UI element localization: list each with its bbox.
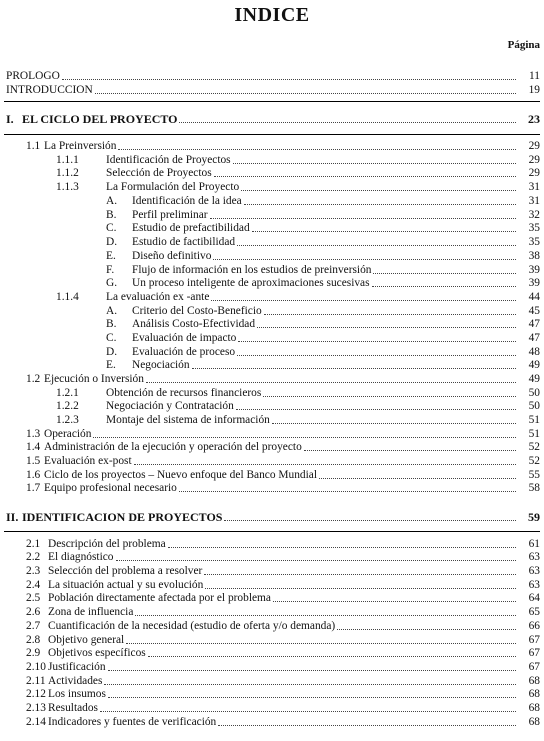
toc-entry-page: 49 <box>528 359 540 371</box>
toc-entry-title: Negociación <box>132 359 190 371</box>
dot-leader <box>179 482 516 492</box>
toc-entry <box>6 84 540 97</box>
toc-entry <box>6 113 540 126</box>
toc-entry <box>26 647 540 660</box>
toc-entry <box>106 277 540 290</box>
toc-entry-page: 45 <box>528 305 540 317</box>
toc-entry <box>106 305 540 318</box>
toc-entry-number: 2.9 <box>26 647 41 659</box>
toc-entry-number: 1.1.2 <box>56 167 79 179</box>
toc-entry-page: 50 <box>528 400 540 412</box>
toc-entry <box>106 264 540 277</box>
toc-entry-title: Los insumos <box>48 688 106 700</box>
toc-entry-number: 2.6 <box>26 606 41 618</box>
dot-leader <box>264 305 516 315</box>
toc-entry <box>106 332 540 345</box>
toc-entry-page: 51 <box>528 414 540 426</box>
dot-leader <box>204 565 516 575</box>
toc-entry-number: 1.5 <box>26 455 41 467</box>
toc-entry-page: 67 <box>528 661 540 673</box>
dot-leader <box>134 455 516 465</box>
toc-entry-page: 65 <box>528 606 540 618</box>
toc-entry-number: 2.12 <box>26 688 46 700</box>
toc-entry-title: La Formulación del Proyecto <box>106 181 240 193</box>
toc-entry <box>26 565 540 578</box>
toc-entry-page: 29 <box>528 154 540 166</box>
toc-entry-number: 1.4 <box>26 441 41 453</box>
toc-entry-number: 1.7 <box>26 482 41 494</box>
toc-entry-title: Un proceso inteligente de aproximaciones sucesivas <box>132 277 370 289</box>
dot-leader <box>372 277 516 287</box>
toc-entry-title: Identificación de la idea <box>132 195 242 207</box>
toc-entry <box>106 195 540 208</box>
toc-entry-page: 47 <box>528 332 540 344</box>
toc-entry-page: 52 <box>528 441 540 453</box>
toc-entry-title: Equipo profesional necesario <box>44 482 177 494</box>
dot-leader <box>126 634 516 644</box>
toc-entry-page: 11 <box>529 70 540 82</box>
toc-entry-number: D. <box>106 346 118 358</box>
toc-entry-number: I. <box>6 112 14 126</box>
toc-entry-number: 2.3 <box>26 565 41 577</box>
toc-entry-page: 23 <box>528 112 540 126</box>
toc-entry-page: 63 <box>528 551 540 563</box>
toc-entry-page: 58 <box>528 482 540 494</box>
toc-entry-page: 67 <box>528 634 540 646</box>
toc-entry-number: A. <box>106 305 118 317</box>
toc-entry-number: 1.1 <box>26 140 41 152</box>
dot-leader <box>95 84 516 94</box>
toc-entry <box>106 236 540 249</box>
toc-entry-title: La evaluación ex -ante <box>106 291 210 303</box>
toc-entry-title: Selección del problema a resolver <box>48 565 203 577</box>
toc-entry <box>26 140 540 153</box>
toc-entry-title: Descripción del problema <box>48 538 166 550</box>
toc-entry <box>26 716 540 729</box>
dot-leader <box>211 291 516 301</box>
toc-entry <box>26 551 540 564</box>
toc-entry-title: Montaje del sistema de información <box>106 414 270 426</box>
toc-entry <box>26 428 540 441</box>
toc-entry-title: Identificación de Proyectos <box>106 154 231 166</box>
toc-entry <box>26 634 540 647</box>
toc-entry-number: 1.2 <box>26 373 41 385</box>
toc-entry-title: Negociación y Contratación <box>106 400 234 412</box>
dot-leader <box>179 113 516 123</box>
dot-leader <box>100 702 516 712</box>
toc-entry-title: Estudio de factibilidad <box>132 236 236 248</box>
toc-entry-page: 29 <box>528 167 540 179</box>
toc-entry <box>6 511 540 524</box>
toc-entry-number: A. <box>106 195 118 207</box>
toc-entry-number: 1.2.2 <box>56 400 79 412</box>
dot-leader <box>224 511 516 521</box>
toc-entry-page: 59 <box>528 510 540 524</box>
toc-entry <box>56 154 540 167</box>
dot-leader <box>244 195 516 205</box>
toc-entry-title: Población directamente afectada por el problema <box>48 592 271 604</box>
toc-entry <box>56 400 540 413</box>
dot-leader <box>146 373 516 383</box>
toc-entry <box>106 209 540 222</box>
toc-entry <box>26 469 540 482</box>
dot-leader <box>218 716 516 726</box>
dot-leader <box>237 346 516 356</box>
dot-leader <box>241 181 516 191</box>
toc-entry-number: 2.1 <box>26 538 41 550</box>
dot-leader <box>272 414 516 424</box>
toc-entry-title: Perfil preliminar <box>132 209 208 221</box>
toc-entry <box>56 181 540 194</box>
dot-leader <box>108 688 516 698</box>
toc-entry-title: Criterio del Costo-Beneficio <box>132 305 262 317</box>
toc-entry-number: F. <box>106 264 115 276</box>
toc-entry <box>26 592 540 605</box>
toc-entry-page: 61 <box>528 538 540 550</box>
toc-entry-page: 67 <box>528 647 540 659</box>
toc-entry <box>106 359 540 372</box>
toc-entry-number: C. <box>106 332 117 344</box>
toc-entry-number: B. <box>106 318 117 330</box>
dot-leader <box>213 250 516 260</box>
dot-leader <box>263 387 516 397</box>
toc-entry-page: 39 <box>528 264 540 276</box>
toc-entry <box>26 373 540 386</box>
dot-leader <box>233 154 516 164</box>
toc-entry-number: 2.7 <box>26 620 41 632</box>
dot-leader <box>118 140 516 150</box>
toc-entry-title: Actividades <box>48 675 103 687</box>
toc-entry-page: 47 <box>528 318 540 330</box>
toc-entry-number: 1.2.1 <box>56 387 79 399</box>
divider <box>4 134 540 135</box>
toc-entry-title: Evaluación ex-post <box>44 455 132 467</box>
toc-entry <box>26 455 540 468</box>
toc-entry-title: Cuantificación de la necesidad (estudio de oferta y/o demanda) <box>48 620 336 632</box>
toc-entry <box>106 346 540 359</box>
toc-entry-title: Objetivo general <box>48 634 125 646</box>
dot-leader <box>236 400 516 410</box>
dot-leader <box>373 264 516 274</box>
toc-entry-page: 39 <box>528 277 540 289</box>
toc-entry <box>56 291 540 304</box>
toc-entry-page: 31 <box>528 181 540 193</box>
dot-leader <box>93 428 516 438</box>
toc-entry-title: Indicadores y fuentes de verificación <box>48 716 217 728</box>
toc-entry-number: 1.2.3 <box>56 414 79 426</box>
toc-entry-number: 1.6 <box>26 469 41 481</box>
toc-entry <box>26 441 540 454</box>
toc-entry-number: 2.14 <box>26 716 46 728</box>
toc-entry-number: 1.1.3 <box>56 181 79 193</box>
toc-entry <box>26 661 540 674</box>
toc-entry-number: 2.11 <box>26 675 46 687</box>
toc-entry-page: 68 <box>528 716 540 728</box>
toc-entry-page: 48 <box>528 346 540 358</box>
toc-entry-page: 52 <box>528 455 540 467</box>
toc-entry-title: Ciclo de los proyectos – Nuevo enfoque del Banco Mundial <box>44 469 317 481</box>
dot-leader <box>257 318 516 328</box>
toc-entry-number: G. <box>106 277 118 289</box>
toc-entry <box>26 579 540 592</box>
toc-entry-number: 1.3 <box>26 428 41 440</box>
toc-entry <box>26 675 540 688</box>
toc-entry-page: 32 <box>528 209 540 221</box>
toc-entry <box>6 70 540 83</box>
toc-entry-title: Resultados <box>48 702 98 714</box>
toc-entry-number: 2.13 <box>26 702 46 714</box>
toc-entry-page: 44 <box>528 291 540 303</box>
toc-entry-title: Ejecución o Inversión <box>44 373 144 385</box>
toc-entry <box>56 387 540 400</box>
toc-entry-page: 50 <box>528 387 540 399</box>
dot-leader <box>319 469 516 479</box>
toc-entry <box>106 250 540 263</box>
toc-entry <box>56 414 540 427</box>
toc-entry-title: Obtención de recursos financieros <box>106 387 262 399</box>
toc-entry-title: La situación actual y su evolución <box>48 579 204 591</box>
toc-entry-number: E. <box>106 359 116 371</box>
toc-entry-page: 68 <box>528 702 540 714</box>
dot-leader <box>214 167 516 177</box>
toc-entry-page: 29 <box>528 140 540 152</box>
toc-entry-page: 64 <box>528 592 540 604</box>
toc-entry <box>26 538 540 551</box>
dot-leader <box>192 359 516 369</box>
toc-entry-title: Evaluación de proceso <box>132 346 236 358</box>
toc-entry <box>26 702 540 715</box>
dot-leader <box>148 647 516 657</box>
toc-entry <box>106 318 540 331</box>
toc-entry-title: EL CICLO DEL PROYECTO <box>22 112 178 126</box>
dot-leader <box>205 579 516 589</box>
toc-entry-number: 2.8 <box>26 634 41 646</box>
toc-entry-title: Administración de la ejecución y operación del proyecto <box>44 441 302 453</box>
dot-leader <box>168 538 516 548</box>
toc-entry-number: D. <box>106 236 118 248</box>
toc-entry-page: 51 <box>528 428 540 440</box>
toc-entry-number: 2.4 <box>26 579 41 591</box>
toc-entry-number: E. <box>106 250 116 262</box>
toc-entry-number: 2.10 <box>26 661 46 673</box>
dot-leader <box>104 675 516 685</box>
toc-entry-number: 1.1.4 <box>56 291 79 303</box>
toc-entry-page: 49 <box>528 373 540 385</box>
toc-entry-page: 63 <box>528 579 540 591</box>
toc-entry-page: 55 <box>528 469 540 481</box>
toc-entry-page: 66 <box>528 620 540 632</box>
dot-leader <box>108 661 516 671</box>
toc-entry-title: Evaluación de impacto <box>132 332 237 344</box>
toc-entry <box>56 167 540 180</box>
toc-entry-page: 38 <box>528 250 540 262</box>
toc-entry <box>106 222 540 235</box>
toc-entry-number: 1.1.1 <box>56 154 79 166</box>
dot-leader <box>237 236 516 246</box>
dot-leader <box>210 209 516 219</box>
dot-leader <box>116 551 517 561</box>
divider <box>4 531 540 532</box>
page-title: INDICE <box>234 4 310 26</box>
toc-entry <box>26 606 540 619</box>
dot-leader <box>273 592 516 602</box>
dot-leader <box>62 70 516 80</box>
toc-entry-page: 63 <box>528 565 540 577</box>
toc-entry-title: Estudio de prefactibilidad <box>132 222 250 234</box>
dot-leader <box>252 222 516 232</box>
toc-entry-page: 68 <box>528 688 540 700</box>
toc-entry-title: El diagnóstico <box>48 551 114 563</box>
toc-entry-page: 35 <box>528 236 540 248</box>
toc-entry-number: 2.5 <box>26 592 41 604</box>
toc-entry-title: Diseño definitivo <box>132 250 212 262</box>
toc-entry-title: Selección de Proyectos <box>106 167 212 179</box>
toc-entry-title: Operación <box>44 428 92 440</box>
toc-entry <box>26 620 540 633</box>
toc-entry-page: 35 <box>528 222 540 234</box>
toc-entry-page: 19 <box>528 84 540 96</box>
toc-entry-page: 31 <box>528 195 540 207</box>
dot-leader <box>135 606 516 616</box>
toc-entry-title: Flujo de información en los estudios de preinversión <box>132 264 372 276</box>
toc-entry-title: Justificación <box>48 661 106 673</box>
toc-entry-title: La Preinversión <box>44 140 117 152</box>
toc-entry <box>26 482 540 495</box>
toc-entry-title: Objetivos específicos <box>48 647 146 659</box>
toc-entry-number: II. <box>6 510 19 524</box>
page-column-header: Página <box>507 39 540 51</box>
toc-entry-title: PROLOGO <box>6 70 60 82</box>
dot-leader <box>337 620 516 630</box>
toc-entry-number: C. <box>106 222 117 234</box>
toc-entry-number: B. <box>106 209 117 221</box>
dot-leader <box>238 332 516 342</box>
divider <box>4 101 540 102</box>
toc-entry-page: 68 <box>528 675 540 687</box>
dot-leader <box>304 441 516 451</box>
toc-entry-title: IDENTIFICACION DE PROYECTOS <box>22 510 223 524</box>
toc-entry-number: 2.2 <box>26 551 41 563</box>
toc-entry <box>26 688 540 701</box>
toc-entry-title: Análisis Costo-Efectividad <box>132 318 256 330</box>
toc-entry-title: INTRODUCCION <box>6 84 93 96</box>
toc-entry-title: Zona de influencia <box>48 606 134 618</box>
